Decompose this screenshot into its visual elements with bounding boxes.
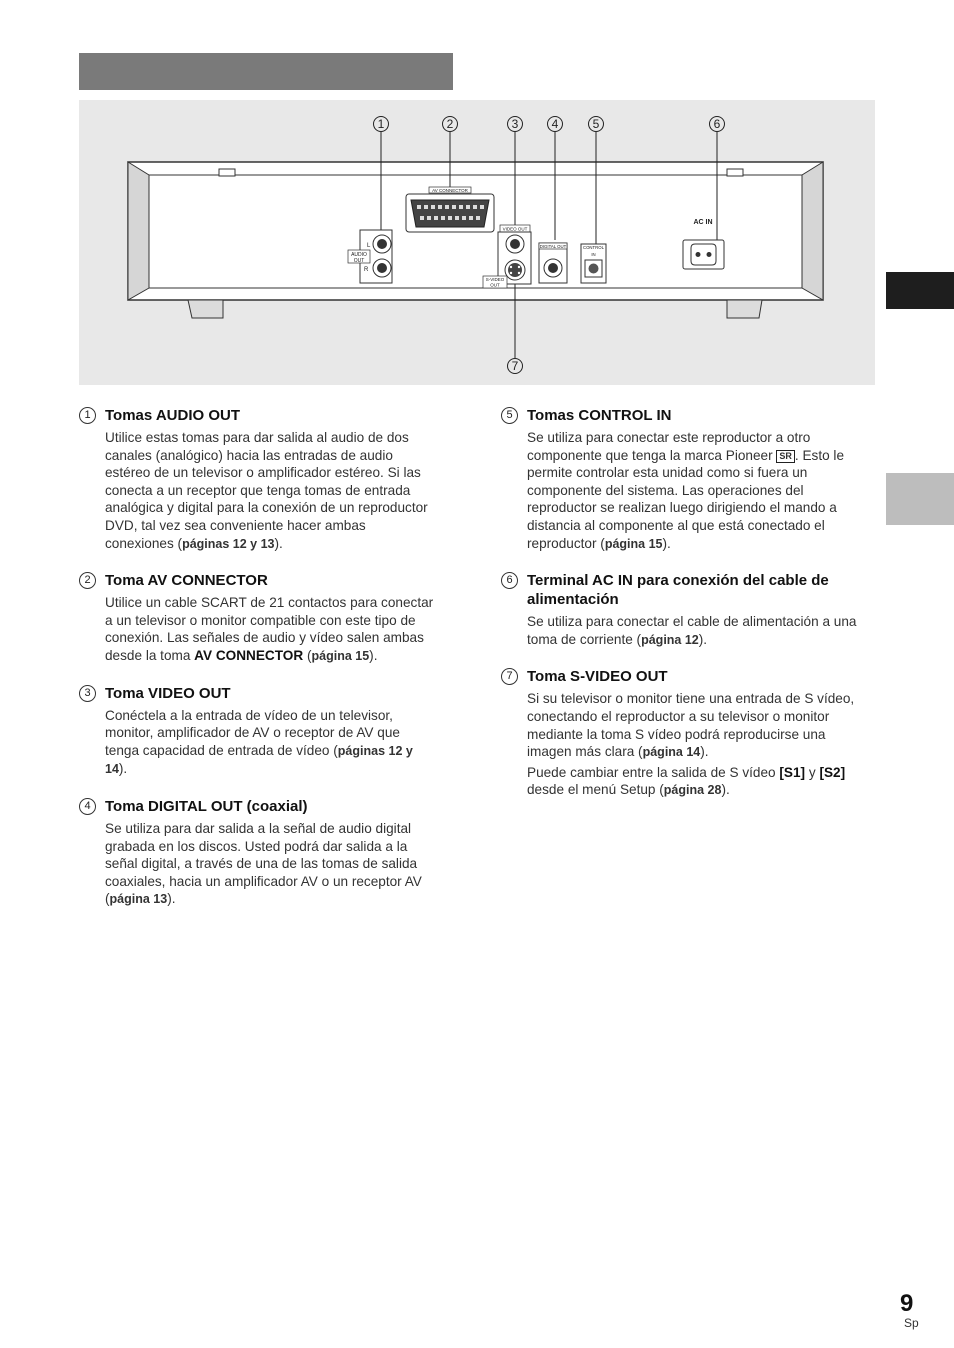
ac-in-label: AC IN bbox=[693, 219, 713, 226]
left-column bbox=[79, 406, 434, 927]
svideo-label: S-VIDEO bbox=[485, 277, 505, 282]
control-in-jack bbox=[581, 244, 606, 283]
callout-7 bbox=[508, 359, 523, 374]
item-title: Tomas CONTROL IN bbox=[527, 407, 672, 424]
item-body: Si su televisor o monitor tiene una entrada de S vídeo, conectando el reproductor a su televisor o monitor mediante la toma S vídeo podrá reproducirse una imagen más clara (página 14). bbox=[527, 691, 855, 760]
svg-text:5: 5 bbox=[592, 117, 600, 131]
item-number: 7 bbox=[501, 668, 518, 685]
item-title: Toma AV CONNECTOR bbox=[105, 572, 268, 590]
digital-out-label: DIGITAL OUT bbox=[539, 244, 567, 249]
item-body: Utilice estas tomas para dar salida al audio de dos canales (analógico) hacia las entradas de audio estéreo de un televisor o amplificador estéreo. Si las conecta a un receptor que tenga tomas de entrada analógica y digital para la conexión de un reproductor DVD, tal vez sea conveniente hacer ambas conexiones (páginas 12 y 13). bbox=[105, 430, 428, 551]
rear-panel-diagram bbox=[79, 100, 875, 385]
section-header-bar bbox=[79, 53, 453, 90]
control-in-label: IN bbox=[591, 252, 596, 257]
item-digital-out bbox=[79, 797, 434, 909]
svg-text:2: 2 bbox=[446, 117, 454, 131]
page-language: Sp bbox=[904, 1316, 919, 1330]
item-title: Terminal AC IN para conexión del cable de alimentación bbox=[527, 572, 829, 609]
sr-logo-icon: SR bbox=[776, 450, 795, 463]
item-number: 1 bbox=[79, 407, 96, 424]
av-connector-label: AV CONNECTOR bbox=[432, 188, 468, 193]
page-number: 9 bbox=[900, 1290, 914, 1317]
audio-l-label: L bbox=[367, 243, 371, 249]
svg-text:6: 6 bbox=[713, 117, 721, 131]
svideo-out-label: OUT bbox=[490, 282, 500, 288]
svg-text:4: 4 bbox=[551, 117, 559, 131]
item-video-out bbox=[79, 684, 434, 779]
item-number: 5 bbox=[501, 407, 518, 424]
callout-3 bbox=[508, 117, 523, 132]
callout-4 bbox=[548, 117, 563, 132]
item-title: Toma VIDEO OUT bbox=[105, 684, 231, 702]
svg-text:7: 7 bbox=[511, 359, 519, 373]
callout-6 bbox=[710, 117, 725, 132]
item-number: 4 bbox=[79, 798, 96, 815]
svg-text:3: 3 bbox=[511, 117, 519, 131]
side-tab-dark bbox=[886, 272, 954, 309]
callout-5 bbox=[589, 117, 604, 132]
video-out-label: VIDEO OUT bbox=[502, 226, 528, 232]
side-tab-grey bbox=[886, 473, 954, 525]
item-body: Se utiliza para conectar el cable de alimentación a una toma de corriente (página 12). bbox=[527, 614, 857, 647]
audio-out-label: OUT bbox=[353, 258, 365, 264]
digital-out-jack bbox=[539, 243, 567, 283]
item-number: 3 bbox=[79, 685, 96, 702]
av-connector bbox=[406, 187, 494, 232]
item-svideo-out bbox=[501, 667, 871, 800]
item-body: Se utiliza para conectar este reproductor a otro componente que tenga la marca Pioneer SR . Esto le permite controlar esta unidad como si fuera un componente del sistema. Las operaciones del reproductor se realizan luego dirigiendo el mando a distancia al componente al que está conectado el reproductor (página 15). bbox=[527, 430, 845, 551]
item-number: 6 bbox=[501, 572, 518, 589]
svg-text:1: 1 bbox=[377, 117, 385, 131]
item-title: Toma DIGITAL OUT (coaxial) bbox=[105, 797, 308, 815]
control-label: CONTROL bbox=[582, 245, 605, 250]
item-title: Tomas AUDIO OUT bbox=[105, 407, 241, 424]
item-title: Toma S-VIDEO OUT bbox=[527, 668, 668, 686]
item-audio-out bbox=[79, 406, 434, 553]
callout-1 bbox=[374, 117, 389, 132]
item-av-connector bbox=[79, 571, 434, 665]
item-body-2: Puede cambiar entre la salida de S vídeo [S1] y [S2] desde el menú Setup (página 28). bbox=[527, 764, 846, 798]
item-body: Utilice un cable SCART de 21 contactos para conectar a un televisor o monitor compatible con este tipo de conexión. Las señales de audio y vídeo salen ambas desde la toma AV CONNECTOR (página 15). bbox=[105, 595, 434, 663]
item-number: 2 bbox=[79, 572, 96, 589]
rear-panel-figure bbox=[79, 100, 875, 385]
item-body: Conéctela a la entrada de vídeo de un televisor, monitor, amplificador de AV o receptor de AV que tenga capacidad de entrada de vídeo (páginas 12 y 14). bbox=[105, 707, 413, 777]
right-column bbox=[501, 406, 871, 818]
callout-2 bbox=[443, 117, 458, 132]
audio-r-label: R bbox=[364, 267, 369, 273]
audio-label: AUDIO bbox=[351, 252, 367, 258]
item-ac-in bbox=[501, 571, 871, 649]
item-control-in bbox=[501, 406, 871, 553]
item-body: Se utiliza para dar salida a la señal de audio digital grabada en los discos. Usted podrá dar salida a la señal digital, a través de una de las tomas de salida coaxiales, hacia un amplificador AV o un receptor AV (página 13). bbox=[105, 820, 422, 907]
